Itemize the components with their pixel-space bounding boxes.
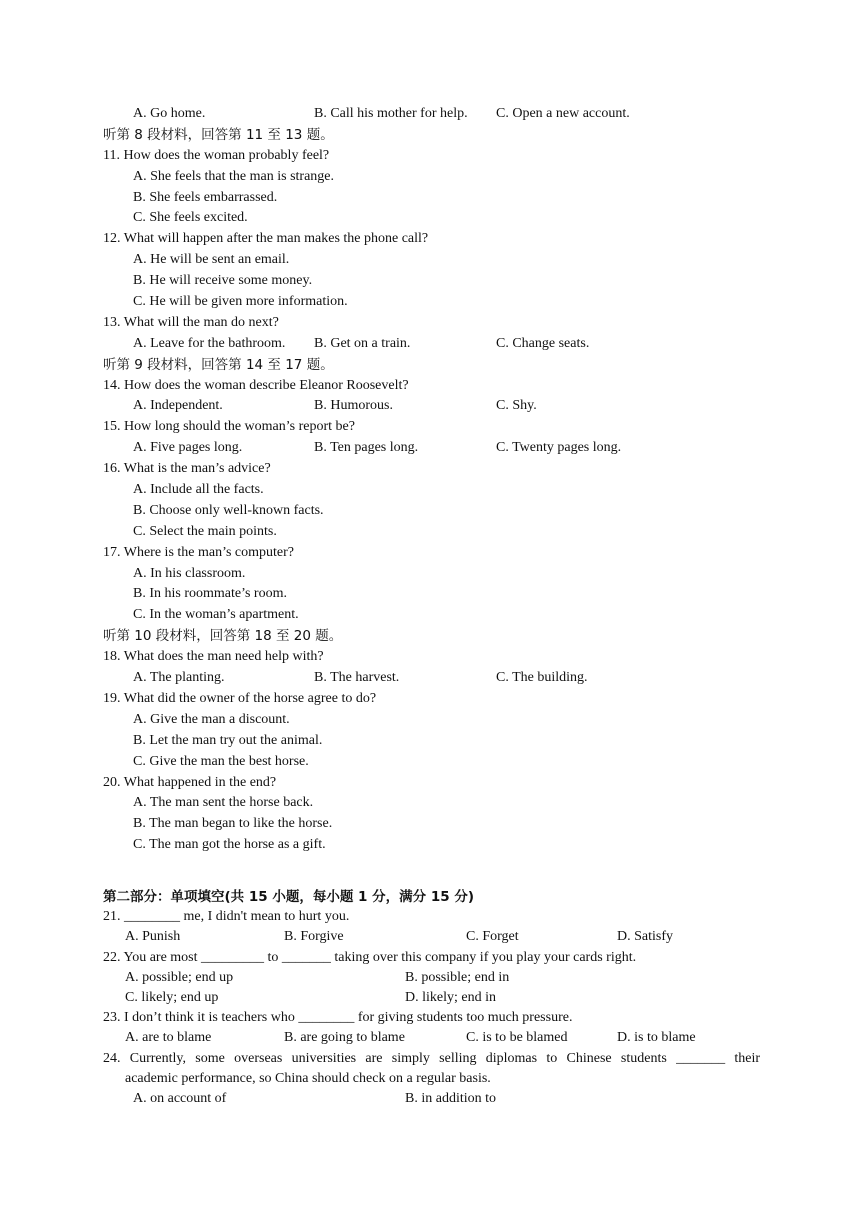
option-a: A. Go home. xyxy=(133,106,206,121)
question-16-stem: 16. What is the man’s advice? xyxy=(103,461,271,477)
option-c: C. He will be given more information. xyxy=(133,294,348,310)
question-20-stem: 20. What happened in the end? xyxy=(103,774,277,790)
option-c: C. likely; end up xyxy=(125,990,219,1005)
option-c: C. Open a new account. xyxy=(496,106,630,121)
option-c: C. Give the man the best horse. xyxy=(133,753,309,769)
option-a: A. She feels that the man is strange. xyxy=(133,168,335,184)
option-a: A. Independent. xyxy=(133,398,223,414)
q13-options xyxy=(103,334,763,355)
q10-options xyxy=(103,104,763,125)
option-a: A. He will be sent an email. xyxy=(133,252,290,268)
option-b: B. Call his mother for help. xyxy=(314,106,468,121)
option-b: B. Forgive xyxy=(284,929,344,945)
q18-options xyxy=(103,668,763,689)
option-b: B. The harvest. xyxy=(314,670,400,686)
option-a: A. Five pages long. xyxy=(133,440,243,456)
section-spacer xyxy=(103,856,763,887)
instruction-section-9: 听第 9 段材料，回答第 14 至 17 题。 xyxy=(103,356,334,373)
option-b: B. Humorous. xyxy=(314,398,393,414)
option-a: A. The planting. xyxy=(133,670,225,686)
option-d: D. is to blame xyxy=(617,1030,696,1046)
question-23-stem: 23. I don’t think it is teachers who ________ for giving students too much pressure. xyxy=(103,1010,573,1026)
question-13-stem: 13. What will the man do next? xyxy=(103,314,279,330)
part2-heading: 第二部分：单项填空(共 15 小题，每小题 1 分，满分 15 分) xyxy=(103,889,475,906)
q15-options xyxy=(103,438,763,459)
question-17-stem: 17. Where is the man’s computer? xyxy=(103,544,295,560)
option-c: C. Select the main points. xyxy=(133,523,277,539)
option-c: C. In the woman’s apartment. xyxy=(133,607,299,623)
question-19-stem: 19. What did the owner of the horse agree to do? xyxy=(103,690,377,706)
option-a: A. Punish xyxy=(125,929,181,945)
option-c: C. She feels excited. xyxy=(133,210,248,226)
option-b: B. In his roommate’s room. xyxy=(133,586,287,602)
question-21-stem: 21. ________ me, I didn't mean to hurt you. xyxy=(103,909,350,925)
question-14-stem: 14. How does the woman describe Eleanor Roosevelt? xyxy=(103,377,409,393)
q14-options xyxy=(103,396,763,417)
q21-options xyxy=(103,927,763,947)
option-c: C. Change seats. xyxy=(496,335,590,351)
option-b: B. Get on a train. xyxy=(314,335,411,351)
option-c: C. Twenty pages long. xyxy=(496,440,622,456)
option-d: D. Satisfy xyxy=(617,929,673,945)
option-a: A. possible; end up xyxy=(125,969,234,985)
question-18-stem: 18. What does the man need help with? xyxy=(103,649,324,665)
option-a: A. Leave for the bathroom. xyxy=(133,335,286,351)
option-a: A. The man sent the horse back. xyxy=(133,795,314,811)
option-c: C. Forget xyxy=(466,929,519,945)
q22-options-row2 xyxy=(103,988,763,1008)
option-b: B. possible; end in xyxy=(405,969,510,985)
question-15-stem: 15. How long should the woman’s report be? xyxy=(103,419,355,435)
option-a: A. are to blame xyxy=(125,1030,212,1046)
option-a: A. In his classroom. xyxy=(133,565,246,581)
question-24-stem-line1 xyxy=(103,1049,760,1069)
option-a: A. Give the man a discount. xyxy=(133,711,290,727)
option-b: B. Let the man try out the animal. xyxy=(133,732,323,748)
option-a: A. Include all the facts. xyxy=(133,482,264,498)
instruction-section-8: 听第 8 段材料，回答第 11 至 13 题。 xyxy=(103,126,334,143)
option-c: C. is to be blamed xyxy=(466,1030,568,1046)
option-b: B. Ten pages long. xyxy=(314,440,419,456)
option-b: B. in addition to xyxy=(405,1090,496,1106)
exam-content xyxy=(103,104,763,1109)
option-b: B. are going to blame xyxy=(284,1030,405,1046)
question-24-stem-text: 24. Currently, some overseas universities are simply selling diplomas to Chinese students _______ their xyxy=(103,1050,760,1066)
option-c: C. Shy. xyxy=(496,398,537,414)
q23-options xyxy=(103,1028,763,1048)
option-b: B. He will receive some money. xyxy=(133,273,313,289)
question-11-stem: 11. How does the woman probably feel? xyxy=(103,147,330,163)
option-c: C. The building. xyxy=(496,670,588,686)
instruction-section-10: 听第 10 段材料，回答第 18 至 20 题。 xyxy=(103,628,343,645)
option-b: B. She feels embarrassed. xyxy=(133,189,278,205)
q22-options-row1 xyxy=(103,968,763,988)
question-12-stem: 12. What will happen after the man makes the phone call? xyxy=(103,231,429,247)
question-22-stem: 22. You are most _________ to _______ taking over this company if you play your cards right. xyxy=(103,949,637,965)
option-b: B. The man began to like the horse. xyxy=(133,816,333,832)
option-c: C. The man got the horse as a gift. xyxy=(133,837,326,853)
question-24-stem-line2: academic performance, so China should check on a regular basis. xyxy=(125,1070,491,1086)
option-b: B. Choose only well-known facts. xyxy=(133,502,324,518)
q24-options-row1 xyxy=(103,1089,763,1109)
option-d: D. likely; end in xyxy=(405,990,496,1005)
option-a: A. on account of xyxy=(133,1090,227,1106)
